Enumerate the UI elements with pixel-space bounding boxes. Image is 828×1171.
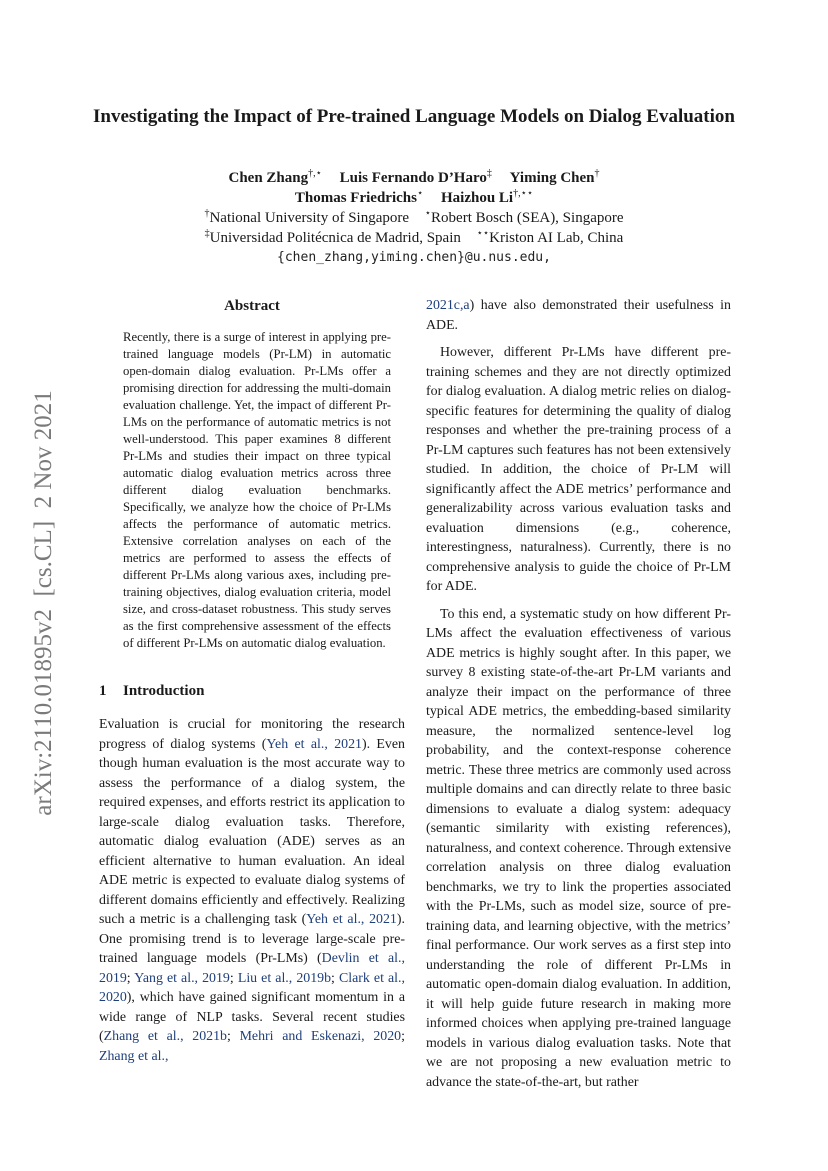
citation-link[interactable]: Yeh et al., 2021 [306, 912, 397, 927]
citation-link[interactable]: Yang et al., 2019 [134, 970, 230, 986]
citation-link[interactable]: Yeh et al., 2021 [266, 736, 362, 752]
author-haizhou-li: Haizhou Li†,⋆⋆ [440, 188, 534, 206]
intro-paragraph-2: However, different Pr-LMs have different pre-training schemes and they are not directly optimized for dialog evaluation. A dialog metric relies on dialog-specific features for determining the quality of dialog responses and whether the pre-training process of a Pr-LM captures such features has not been extensively studied. In addition, the choice of Pr-LM will significantly affect the ADE metrics’ performance and generalizability across various evaluation tasks and evaluation dimensions (e.g., coherence, interestingness, naturalness). Currently, there is no comprehensive analysis to guide the choice of Pr-LM for ADE. [426, 345, 731, 594]
author-yiming-chen: Yiming Chen† [509, 168, 600, 186]
affiliation-nus: †National University of Singapore [204, 208, 410, 226]
left-column [99, 296, 405, 1066]
author-luis-fernando-dharo: Luis Fernando D’Haro‡ [339, 168, 492, 186]
affiliation-bosch: ⋆Robert Bosch (SEA), Singapore [424, 208, 624, 226]
author-line-1 [90, 168, 738, 188]
author-thomas-friedrichs: Thomas Friedrichs⋆ [294, 188, 424, 206]
affiliation-line-1 [90, 208, 738, 228]
intro-paragraph-1-continued: 2021c,a) have also demonstrated their usefulness in ADE. [426, 298, 731, 333]
section-heading-introduction [99, 681, 405, 701]
abstract-text: Recently, there is a surge of interest in applying pre-trained language models (Pr-LM) in automatic open-domain dialog evaluation. Pr-LMs offer a promising direction for addressing the multi-domain evaluation challenge. Yet, the impact of different Pr-LMs on the performance of automatic metrics is not well-understood. This paper examines 8 different Pr-LMs and studies their impact on three typical automatic dialog evaluation metrics across three different dialog evaluation benchmarks. Specifically, we analyze how the choice of Pr-LMs affects the performance of automatic metrics. Extensive correlation analyses on each of the metrics are performed to assess the effects of different Pr-LMs along various axes, including pre-training objectives, dialog evaluation criteria, model size, and cross-dataset robustness. This study serves as the first comprehensive assessment of the effects of different Pr-LMs on automatic dialog evaluation. [123, 330, 391, 650]
affiliation-line-2 [90, 228, 738, 248]
citation-link[interactable]: Liu et al., 2019b [237, 970, 332, 986]
citation-link[interactable]: Zhang et al., [99, 1048, 169, 1064]
arxiv-identifier-text: arXiv:2110.01895v2 [cs.CL] 2 Nov 2021 [30, 390, 57, 816]
affiliation-kriston: ⋆⋆Kriston AI Lab, China [476, 228, 624, 246]
right-column [426, 296, 731, 1092]
citation-link[interactable]: Clark et al., 2020 [99, 970, 405, 1005]
author-line-2 [90, 188, 738, 208]
citation-link[interactable]: Mehri and Eskenazi, 2020 [239, 1029, 402, 1044]
citation-link[interactable]: Zhang et al., 2021b [103, 1029, 227, 1044]
section-number: 1 [99, 683, 107, 699]
arxiv-identifier-svg [22, 368, 62, 838]
abstract-heading: Abstract [224, 298, 280, 314]
intro-paragraph-1: Evaluation is crucial for monitoring the research progress of dialog systems (Yeh et al., 2021). Even though human evaluation is the most accurate way to assess the performance of a dialog system, the required expenses, and efforts restrict its application to large-scale dialog evaluation tasks. Therefore, automatic dialog evaluation (ADE) serves as an efficient alternative to human evaluation. An ideal ADE metric is expected to evaluate dialog systems of different domains efficiently and effectively. Realizing such a metric is a challenging task (Yeh et al., 2021). One promising trend is to leverage large-scale pre-trained language models (Pr-LMs) (Devlin et al., 2019; Yang et al., 2019; Liu et al., 2019b; Clark et al., 2020), which have gained significant momentum in a wide range of NLP tasks. Several recent studies (Zhang et al., 2021b; Mehri and Eskenazi, 2020; Zhang et al., [99, 717, 405, 1064]
author-email: {chen_zhang,yiming.chen}@u.nus.edu, [277, 250, 551, 265]
section-title: Introduction [123, 683, 205, 699]
author-chen-zhang: Chen Zhang†,⋆ [228, 168, 322, 186]
affiliation-upm: ‡Universidad Politécnica de Madrid, Spain [204, 228, 461, 246]
paper-title: Investigating the Impact of Pre-trained Language Models on Dialog Evaluation [93, 106, 735, 127]
intro-paragraph-3: To this end, a systematic study on how different Pr-LMs affect the evaluation effectiveness of various ADE metrics is highly sought after. In this paper, we survey 8 existing state-of-the-art Pr-LM variants and analyze their impact on the performance of three typical ADE metrics, the embedding-based similarity measure, the normalized sentence-level log probability, and the context-response coherence metric. These three metrics are commonly used across multiple domains and can directly relate to three basic dimensions to evaluate a dialog system: adequacy (semantic similarity with existing references), naturalness, and context coherence. Through extensive correlation analysis on three dialog evaluation benchmarks, we try to link the properties associated with the Pr-LMs, such as model size, source of pre-training data, and learning objective, with the metrics’ final performance. Our work serves as a first step into understanding the role of different Pr-LMs in automatic open-domain dialog evaluation. In addition, it will help guide future research in making more informed choices when applying pre-trained language models in various dialog evaluation tasks. Note that we are not proposing a new evaluation metric to advance the state-of-the-art, but rather [426, 606, 731, 1090]
author-block [90, 168, 738, 268]
arxiv-identifier [22, 368, 62, 838]
citation-link[interactable]: 2021c,a [426, 298, 470, 313]
citation-link[interactable]: Devlin et al., 2019 [99, 951, 405, 986]
